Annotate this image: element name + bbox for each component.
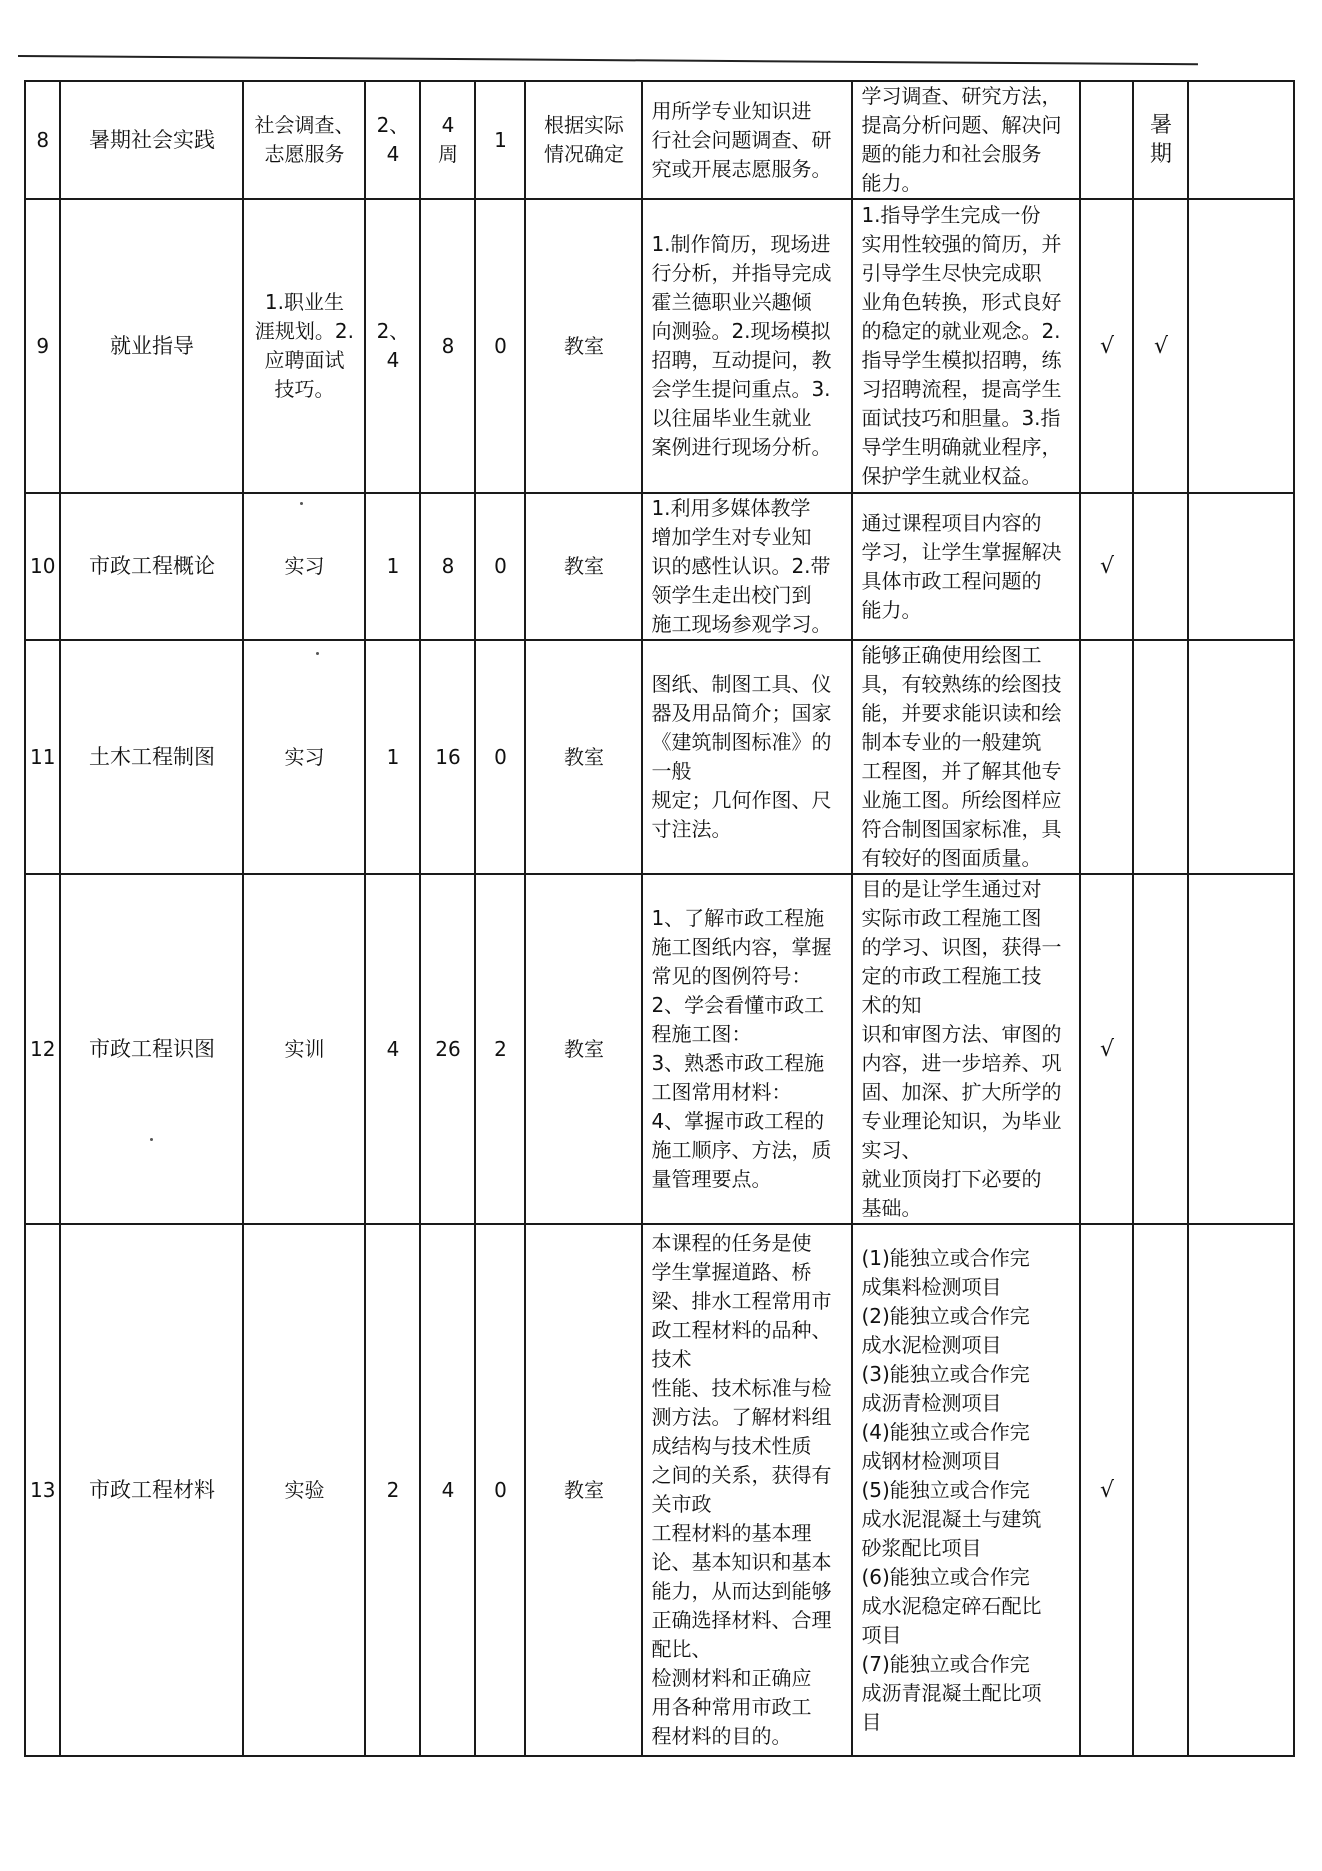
check-mark-1 (1080, 640, 1133, 874)
teaching-method: 用所学专业知识进 行社会问题调查、研 究或开展志愿服务。 (642, 81, 852, 199)
table-row (25, 199, 1294, 493)
scan-speck (150, 1138, 153, 1141)
extra-cell (1188, 493, 1294, 640)
credits: 0 (475, 1224, 525, 1756)
course-name: 市政工程概论 (60, 493, 243, 640)
semester: 1 (365, 640, 420, 874)
teaching-method: 1、了解市政工程施 施工图纸内容，掌握 常见的图例符号： 2、学会看懂市政工 程施工图： 3、熟悉市政工程施 工图常用材料： 4、掌握市政工程的 施工顺序、方法，质 量管理要点。 (642, 874, 852, 1224)
table-row (25, 640, 1294, 874)
check-mark-2: 暑 期 (1133, 81, 1188, 199)
check-mark-2 (1133, 493, 1188, 640)
semester: 1 (365, 493, 420, 640)
scan-speck (300, 502, 303, 505)
course-name: 市政工程材料 (60, 1224, 243, 1756)
location: 教室 (525, 199, 642, 493)
extra-cell (1188, 640, 1294, 874)
table-row (25, 874, 1294, 1224)
extra-cell (1188, 199, 1294, 493)
teaching-method: 1.制作简历，现场进 行分析，并指导完成 霍兰德职业兴趣倾 向测验。2.现场模拟 招聘，互动提问，教 会学生提问重点。3. 以往届毕业生就业 案例进行现场分析。 (642, 199, 852, 493)
course-content: 实训 (243, 874, 365, 1224)
course-name: 土木工程制图 (60, 640, 243, 874)
table-row (25, 1224, 1294, 1756)
row-number: 8 (25, 81, 60, 199)
credits: 0 (475, 199, 525, 493)
row-number: 12 (25, 874, 60, 1224)
semester: 2 (365, 1224, 420, 1756)
course-content: 1.职业生 涯规划。2. 应聘面试 技巧。 (243, 199, 365, 493)
check-mark-1: √ (1080, 1224, 1133, 1756)
credits: 1 (475, 81, 525, 199)
check-mark-1: √ (1080, 874, 1133, 1224)
hours: 26 (420, 874, 475, 1224)
row-number: 11 (25, 640, 60, 874)
extra-cell (1188, 81, 1294, 199)
teaching-goal: 通过课程项目内容的 学习，让学生掌握解决 具体市政工程问题的 能力。 (852, 493, 1080, 640)
credits: 2 (475, 874, 525, 1224)
location: 教室 (525, 493, 642, 640)
teaching-method: 图纸、制图工具、仪 器及用品简介；国家 《建筑制图标准》的 一般 规定；几何作图、尺 寸注法。 (642, 640, 852, 874)
hours: 8 (420, 493, 475, 640)
course-name: 就业指导 (60, 199, 243, 493)
location: 教室 (525, 1224, 642, 1756)
semester: 2、 4 (365, 199, 420, 493)
location: 根据实际 情况确定 (525, 81, 642, 199)
course-name: 暑期社会实践 (60, 81, 243, 199)
location: 教室 (525, 640, 642, 874)
table-row (25, 493, 1294, 640)
credits: 0 (475, 640, 525, 874)
course-content: 社会调查、 志愿服务 (243, 81, 365, 199)
course-name: 市政工程识图 (60, 874, 243, 1224)
table-row (25, 81, 1294, 199)
check-mark-2: √ (1133, 199, 1188, 493)
course-content: 实习 (243, 640, 365, 874)
hours: 4 周 (420, 81, 475, 199)
row-number: 10 (25, 493, 60, 640)
page-edge-line (18, 55, 1198, 65)
teaching-goal: 目的是让学生通过对 实际市政工程施工图 的学习、识图，获得一 定的市政工程施工技 术的知 识和审图方法、审图的 内容，进一步培养、巩 固、加深、扩大所学的 专业理论知识，为毕业 实习、 就业顶岗打下必要的 基础。 (852, 874, 1080, 1224)
check-mark-1: √ (1080, 493, 1133, 640)
check-mark-1: √ (1080, 199, 1133, 493)
location: 教室 (525, 874, 642, 1224)
teaching-goal: 学习调查、研究方法， 提高分析问题、解决问 题的能力和社会服务 能力。 (852, 81, 1080, 199)
hours: 16 (420, 640, 475, 874)
semester: 2、 4 (365, 81, 420, 199)
semester: 4 (365, 874, 420, 1224)
hours: 4 (420, 1224, 475, 1756)
course-content: 实习 (243, 493, 365, 640)
teaching-method: 本课程的任务是使 学生掌握道路、桥 梁、排水工程常用市 政工程材料的品种、 技术 性能、技术标准与检 测方法。了解材料组 成结构与技术性质 之间的关系，获得有 关市政 工程材料的基本理 论、基本知识和基本 能力，从而达到能够 正确选择材料、合理 配比、 检测材料和正确应 用各种常用市政工 程材料的目的。 (642, 1224, 852, 1756)
course-content: 实验 (243, 1224, 365, 1756)
scan-speck (316, 652, 319, 655)
extra-cell (1188, 874, 1294, 1224)
practice-course-table (24, 80, 1295, 1757)
hours: 8 (420, 199, 475, 493)
check-mark-2 (1133, 874, 1188, 1224)
credits: 0 (475, 493, 525, 640)
teaching-method: 1.利用多媒体教学 增加学生对专业知 识的感性认识。2.带 领学生走出校门到 施工现场参观学习。 (642, 493, 852, 640)
check-mark-2 (1133, 1224, 1188, 1756)
check-mark-1 (1080, 81, 1133, 199)
teaching-goal: 能够正确使用绘图工 具，有较熟练的绘图技 能，并要求能识读和绘 制本专业的一般建筑 工程图，并了解其他专 业施工图。所绘图样应 符合制图国家标准，具 有较好的图面质量。 (852, 640, 1080, 874)
teaching-goal: (1)能独立或合作完 成集料检测项目 (2)能独立或合作完 成水泥检测项目 (3)能独立或合作完 成沥青检测项目 (4)能独立或合作完 成钢材检测项目 (5)能独立或合作完 成水泥混凝土与建筑 砂浆配比项目 (6)能独立或合作完 成水泥稳定碎石配比 项目 (7)能独立或合作完 成沥青混凝土配比项 目 (852, 1224, 1080, 1756)
row-number: 13 (25, 1224, 60, 1756)
check-mark-2 (1133, 640, 1188, 874)
row-number: 9 (25, 199, 60, 493)
teaching-goal: 1.指导学生完成一份 实用性较强的简历，并 引导学生尽快完成职 业角色转换，形式良好 的稳定的就业观念。2. 指导学生模拟招聘，练 习招聘流程，提高学生 面试技巧和胆量。3.指 导学生明确就业程序， 保护学生就业权益。 (852, 199, 1080, 493)
extra-cell (1188, 1224, 1294, 1756)
